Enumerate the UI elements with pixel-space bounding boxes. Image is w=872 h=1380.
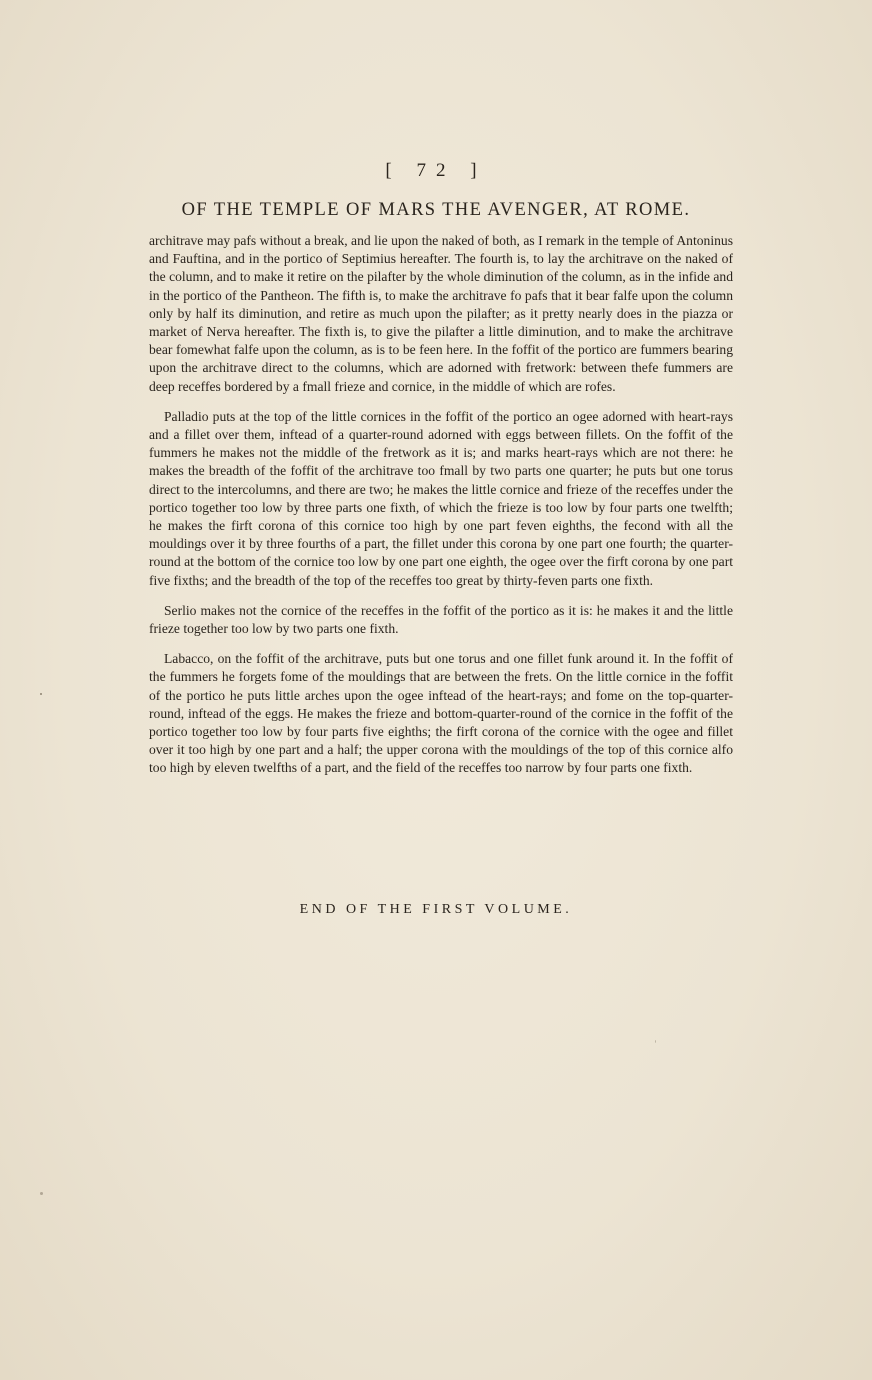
paper-speck <box>655 1040 656 1043</box>
body-text <box>149 232 733 790</box>
paragraph-palladio: Palladio puts at the top of the little cornices in the foffit of the portico an ogee adorned with heart-rays and a fillet over them, inftead of a quarter-round adorned with eggs between fillets. On the foffit of the fummers he makes not the middle of the fretwork as it is; and marks heart-rays which are not there: he makes the breadth of the foffit of the architrave too fmall by two parts one quarter; he puts but one torus direct to the intercolumns, and there are two; he makes the little cornice and frieze of the receffes under the portico together too low by three parts one fixth, of which the frieze is too low by four parts one twelfth; he makes the firft corona of this cornice too high by one part feven eighths, the fecond with all the mouldings over it by three fourths of a part, the fillet under this corona by one part one fourth; the quarter-round at the bottom of the cornice too low by one part one eighth, the ogee over the firft corona by one part five fixths; and the breadth of the top of the receffes too great by thirty-feven parts one fixth. <box>149 408 733 588</box>
chapter-title: OF THE TEMPLE OF MARS THE AVENGER, AT ROME. <box>181 200 691 220</box>
paper-speck <box>40 1192 43 1195</box>
paragraph-serlio: Serlio makes not the cornice of the receffes in the foffit of the portico as it is: he makes it and the little frieze together too low by two parts one fixth. <box>149 602 733 637</box>
paragraph-continued: architrave may pafs without a break, and lie upon the naked of both, as I remark in the temple of Antoninus and Fauftina, and in the portico of Septimius hereafter. The fourth is, to lay the architrave on the naked of the column, and to make it retire on the pilafter by the whole diminution of the column, as in the infide and in the portico of the Pantheon. The fifth is, to make the architrave fo pafs that it bear falfe upon the column only by half its diminution, and retire as much upon the pilafter; as it pretty nearly does in the piazza or market of Nerva hereafter. The fixth is, to give the pilafter a little diminution, and to make the architrave bear fomewhat falfe upon the column, as is to be feen here. In the foffit of the portico are fummers bearing upon the architrave direct to the columns, which are adorned with fretwork: between thefe fummers are deep receffes bordered by a fmall frieze and cornice, in the middle of which are rofes. <box>149 233 733 394</box>
paragraph-labacco: Labacco, on the foffit of the architrave, puts but one torus and one fillet funk around it. In the foffit of the fummers he forgets fome of the mouldings that are between the frets. On the little cornice in the foffit of the portico he puts little arches upon the ogee inftead of the heart-rays; and fome on the top-quarter-round, inftead of the eggs. He makes the frieze and bottom-quarter-round of the cornice in the foffit of the portico together too low by four parts five eighths; the firft corona of the cornice with the ogee and fillet over it too high by one part and a half; the upper corona with the mouldings of the top of this cornice alfo too high by eleven twelfths of a part, and the field of the receffes too narrow by four parts one fixth. <box>149 651 733 776</box>
paper-speck <box>40 693 42 695</box>
page-number: [ 72 ] <box>385 160 487 181</box>
end-of-volume-text: END OF THE FIRST VOLUME. <box>299 902 573 917</box>
